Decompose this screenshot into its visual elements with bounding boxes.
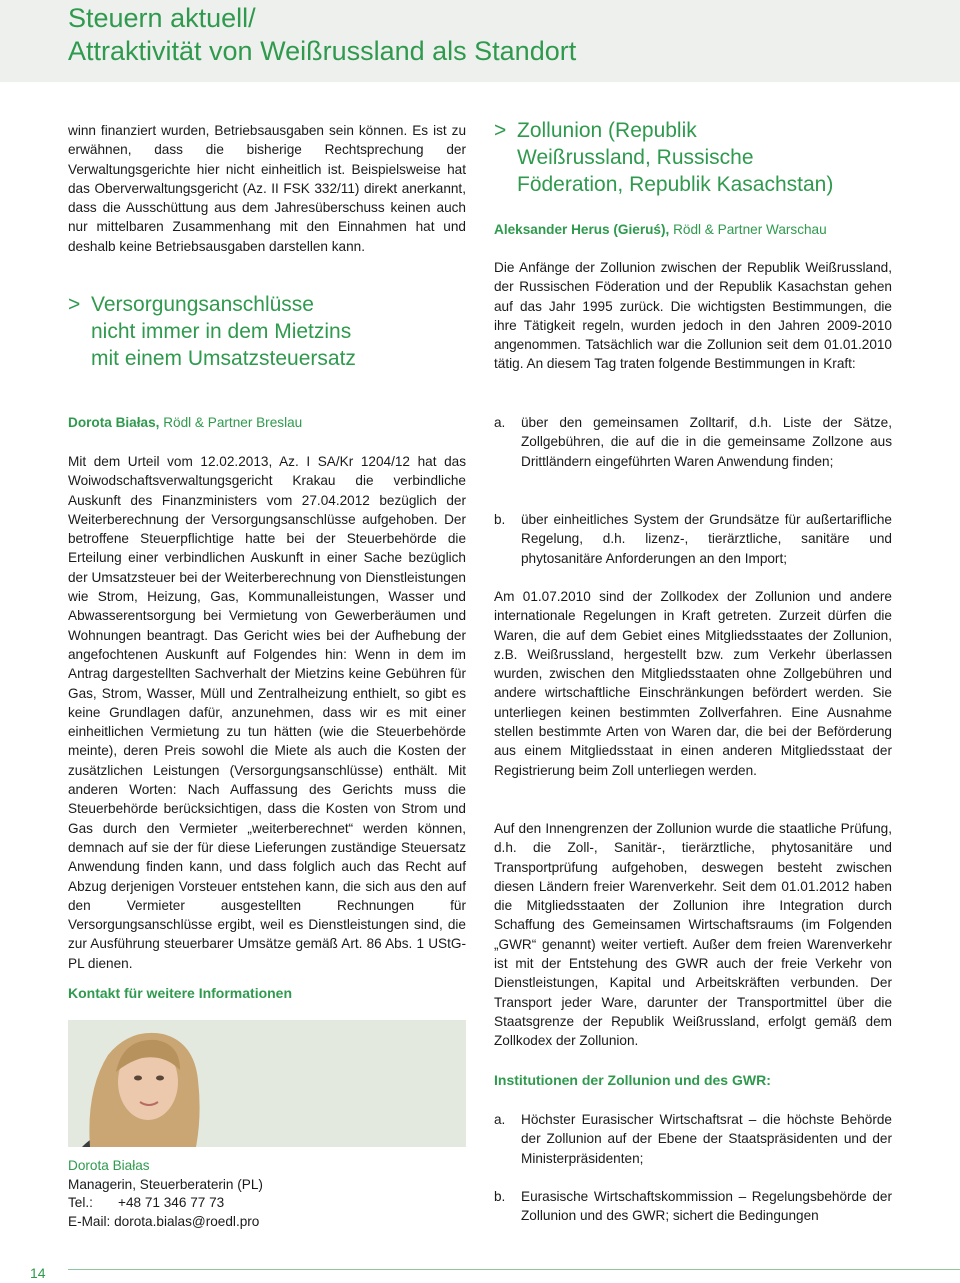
list-marker: a.	[494, 1112, 506, 1127]
section-heading-versorgung	[68, 291, 356, 372]
list-text: über den gemeinsamen Zolltarif, d.h. Liste der Sätze, Zollgebühren, die auf die in die gemeinsame Zollzone aus Drittländern eingeführten Waren Anwendung finden;	[521, 415, 892, 469]
body-paragraph: Mit dem Urteil vom 12.02.2013, Az. I SA/Kr 1204/12 hat das Woiwodschaftsverwaltungsgericht Krakau die verbindliche Auskunft des Finanzministers vom 27.04.2012 bezüglich der Weiterberechnung der Versorgungsanschlüsse aufgehoben. Der betroffene Steuerpflichtige hatte bei der Steuerbehörde die Erteilung einer verbindlichen Auskunft in einer Sache bezüglich der Umsatzsteuer bei der Weiterberechnung von Dienstleistungen wie Strom, Heizung, Gas, Kommunalleistungen, Wasser und Abwasserentsorgung bei Vermietung von Gewerberäumen und Wohnungen beantragt. Das Gericht wies bei der Aufhebung der angefochtenen Auskunft auf Folgendes hin: Wenn in dem im Antrag dargestellten Sachverhalt der Mietzins keine Gebühren für Gas, Strom, Wasser, Müll und Zentralheizung enthielt, so gibt es keine Grundlagen dafür, anzunehmen, dass wir es mit einer einheitlichen Vermietung zu tun hätten (wie die Steuerbehörde meinte), deren Preis sowohl die Miete als auch die Kosten der zusätzlichen Leistungen (Versorgungsanschlüsse) enthält. Mit anderen Worten: Nach Auffassung des Gerichts muss die Steuerbehörde berücksichtigen, dass die Kosten von Strom und Gas durch den Vermieter „weiterberechnet“ werden können, demnach auf sie der für diese Lieferungen zuständige Steuersatz Anwendung finden kann, und dass folglich auch das Recht auf Abzug derjenigen Vorsteuer entstehen kann, die sich aus den auf den Vermieter ausgestellten Rechnungen für Versorgungsanschlüsse ergibt, weil es Dienstleistungen sind, die zur Ausführung steuerbarer Umsätze gemäß Art. 86 Abs. 1 UStG-PL dienen.	[68, 454, 466, 971]
list-item	[494, 1110, 892, 1168]
sub-heading: Institutionen der Zollunion und des GWR:	[494, 1072, 771, 1088]
header-subtitle: Attraktivität von Weißrussland als Standort	[68, 36, 577, 66]
contact-heading: Kontakt für weitere Informationen	[68, 985, 293, 1001]
page-number: 14	[30, 1265, 46, 1281]
footer-rule	[68, 1269, 960, 1270]
author-org: Rödl & Partner Breslau	[163, 415, 303, 430]
list-marker: b.	[494, 1189, 506, 1204]
author-org: Rödl & Partner Warschau	[673, 222, 827, 237]
contact-phone-row	[68, 1194, 263, 1213]
section-heading-zollunion	[494, 117, 833, 198]
intro-paragraph: winn finanziert wurden, Betriebsausgaben sein können. Es ist zu erwähnen, dass die bisherige Rechtsprechung der Verwaltungsgerichte hier nicht einheitlich ist. Beispielsweise hat das Oberverwaltungsgericht (Az. II FSK 332/11) direkt anerkannt, dass die Ausschüttung aus dem Jahresüberschuss keinen auch nur mittelbaren Zusammenhang mit den Einnahmen hat und deshalb keine Betriebsausgaben darstellen kann.	[68, 123, 466, 254]
phone-number[interactable]: +48 71 346 77 73	[118, 1195, 225, 1210]
author-byline	[68, 413, 302, 432]
contact-name: Dorota Białas	[68, 1158, 150, 1173]
heading-line: Zollunion (Republik	[517, 119, 697, 142]
list-marker: b.	[494, 512, 506, 527]
list-item	[494, 1187, 892, 1226]
heading-line: nicht immer in dem Mietzins	[91, 320, 352, 343]
heading-line: Versorgungsanschlüsse	[91, 293, 314, 316]
page-header	[0, 0, 960, 82]
portrait-image	[68, 1020, 466, 1147]
heading-line: Föderation, Republik Kasachstan)	[517, 173, 834, 196]
heading-line: Weißrussland, Russische	[517, 146, 754, 169]
contact-email-row	[68, 1213, 263, 1232]
header-title: Steuern aktuell/	[68, 3, 256, 33]
author-name: Aleksander Herus (Gieruś),	[494, 222, 670, 237]
list-text: Eurasische Wirtschaftskommission – Regelungsbehörde der Zollunion und des GWR; sichert die Bedingungen	[521, 1189, 892, 1224]
body-paragraph: Auf den Innengrenzen der Zollunion wurde die staatliche Prüfung, d.h. die Zoll-, Sanitär-, tierärztliche, phytosanitäre und Transportprüfung aufgehoben, deswegen besteht zwischen diesen Ländern freier Warenverkehr. Seit dem 01.01.2012 haben die Mitgliedsstaaten der Zollunion ihre Integration durch Schaffung des Gemeinsamen Wirtschaftsraums (im Folgenden „GWR“ genannt) weiter vertieft. Außer dem freien Warenverkehr ist mit der Entstehung des GWR auch der freie Verkehr von Dienstleistungen, Kapital und Arbeitskräften verbunden. Der Transport jeder Ware, darunter der Transportmittel über die Staatsgrenze der Republik Weißrussland, erfolgt gemäß dem Zollkodex der Zollunion.	[494, 821, 892, 1049]
email-label: E-Mail:	[68, 1213, 111, 1229]
contact-role: Managerin, Steuerberaterin (PL)	[68, 1176, 263, 1192]
author-name: Dorota Białas,	[68, 415, 160, 430]
list-text: über einheitliches System der Grundsätze für außertarifliche Regelung, d.h. lizenz-, tierärztliche, sanitäre und phytosanitäre Anforderungen an den Import;	[521, 512, 892, 566]
list-item	[494, 510, 892, 568]
email-link[interactable]: dorota.bialas@roedl.pro	[114, 1213, 260, 1229]
list-marker: a.	[494, 415, 506, 430]
list-text: Höchster Eurasischer Wirtschaftsrat – die höchste Behörde der Zollunion auf der Ebene der Staatspräsidenten und der Ministerpräsidenten;	[521, 1112, 892, 1166]
contact-card	[68, 1157, 263, 1231]
phone-label: Tel.:	[68, 1195, 93, 1210]
intro-paragraph: Die Anfänge der Zollunion zwischen der Republik Weißrussland, der Russischen Föderation und der Republik Kasachstan gehen auf das Jahr 1995 zurück. Die wichtigsten Bestimmungen, die ihre Tätigkeit regeln, wurden jedoch in den Jahren 2009-2010 angenommen. Tatsächlich war die Zollunion seit dem 01.01.2010 tätig. An diesem Tag traten folgende Bestimmungen in Kraft:	[494, 260, 892, 372]
heading-line: mit einem Umsatzsteuersatz	[91, 347, 356, 370]
body-paragraph: Am 01.07.2010 sind der Zollkodex der Zollunion und andere internationale Regelungen in Kraft getreten. Zurzeit dürfen die Waren, die auf dem Gebiet eines Mitgliedsstaates der Zollunion, z.B. Weißrussland, hergestellt bzw. zum Verkehr überlassen wurden, zwischen den Mitgliedsstaaten ohne Zollgebühren und andere wirtschaftliche Einschränkungen befördert werden. Sie unterliegen keinen bestimmten Zollverfahren. Eine Ausnahme stellen bestimmte Arten von Waren dar, die bei der Beförderung aus einem Mitgliedsstaat in einen anderen Mitgliedsstaat der Registrierung beim Zoll unterliegen werden.	[494, 589, 892, 778]
contact-photo	[68, 1020, 466, 1147]
heading-marker: >	[68, 293, 81, 316]
list-item	[494, 413, 892, 471]
heading-marker: >	[494, 119, 507, 142]
author-byline	[494, 220, 827, 239]
